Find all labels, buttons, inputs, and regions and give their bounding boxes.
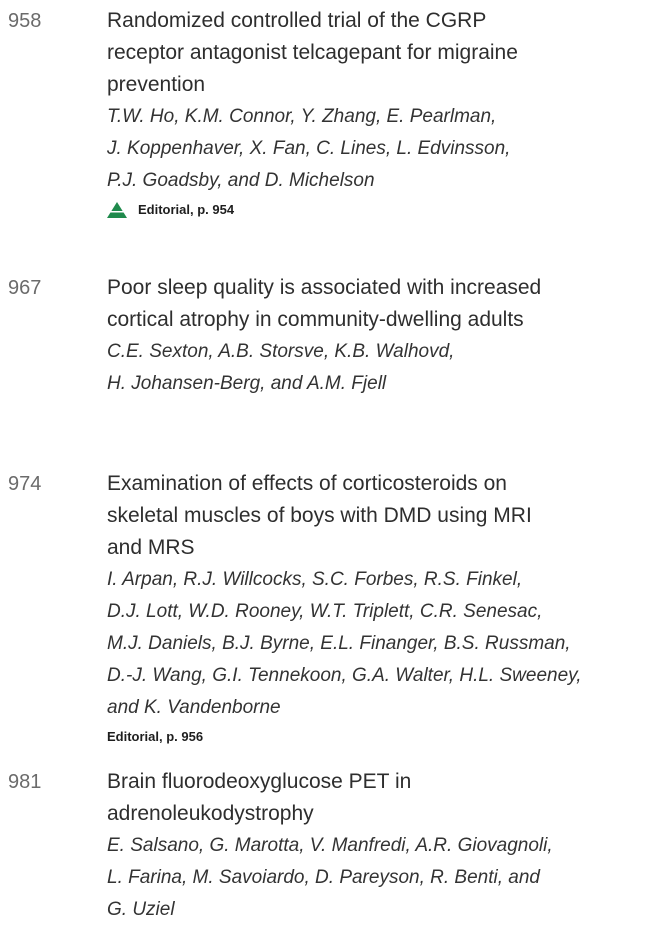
page-number[interactable]: 981 [8, 771, 42, 793]
author-line: L. Farina, M. Savoiardo, D. Pareyson, R. Benti, and [107, 867, 540, 888]
entry-body [107, 766, 668, 926]
editorial-link[interactable] [107, 724, 668, 750]
page-number[interactable]: 974 [8, 473, 42, 495]
editorial-link[interactable] [107, 197, 668, 223]
article-title-line[interactable]: prevention [107, 73, 206, 96]
article-title-line[interactable]: and MRS [107, 536, 195, 559]
author-line: J. Koppenhaver, X. Fan, C. Lines, L. Edvinsson, [107, 138, 511, 159]
article-title-line[interactable]: receptor antagonist telcagepant for migraine [107, 41, 518, 64]
author-line: T.W. Ho, K.M. Connor, Y. Zhang, E. Pearlman, [107, 106, 497, 127]
author-line: D.-J. Wang, G.I. Tennekoon, G.A. Walter, H.L. Sweeney, [107, 665, 582, 686]
editorial-label: Editorial, p. 954 [138, 202, 235, 217]
triangle-icon [107, 202, 127, 218]
article-title-line[interactable]: Poor sleep quality is associated with increased [107, 276, 542, 299]
author-line: E. Salsano, G. Marotta, V. Manfredi, A.R. Giovagnoli, [107, 835, 553, 856]
editorial-label: Editorial, p. 956 [107, 729, 204, 744]
page-number[interactable]: 967 [8, 277, 42, 299]
author-line: H. Johansen-Berg, and A.M. Fjell [107, 373, 387, 394]
entry-body [107, 5, 668, 223]
author-line: P.J. Goadsby, and D. Michelson [107, 170, 375, 191]
author-line: M.J. Daniels, B.J. Byrne, E.L. Finanger, B.S. Russman, [107, 633, 571, 654]
author-line: D.J. Lott, W.D. Rooney, W.T. Triplett, C.R. Senesac, [107, 601, 543, 622]
page-number[interactable]: 958 [8, 10, 42, 32]
article-title-line[interactable]: adrenoleukodystrophy [107, 802, 314, 825]
author-line: and K. Vandenborne [107, 697, 281, 718]
author-line: G. Uziel [107, 899, 175, 920]
article-title-line[interactable]: skeletal muscles of boys with DMD using MRI [107, 504, 532, 527]
article-title-line[interactable]: cortical atrophy in community-dwelling adults [107, 308, 524, 331]
entry-body [107, 272, 668, 400]
article-title-line[interactable]: Examination of effects of corticosteroids on [107, 472, 507, 495]
author-line: I. Arpan, R.J. Willcocks, S.C. Forbes, R.S. Finkel, [107, 569, 523, 590]
article-title-line[interactable]: Brain fluorodeoxyglucose PET in [107, 770, 412, 793]
article-title-line[interactable]: Randomized controlled trial of the CGRP [107, 9, 487, 32]
author-line: C.E. Sexton, A.B. Storsve, K.B. Walhovd, [107, 341, 455, 362]
entry-body [107, 468, 668, 750]
